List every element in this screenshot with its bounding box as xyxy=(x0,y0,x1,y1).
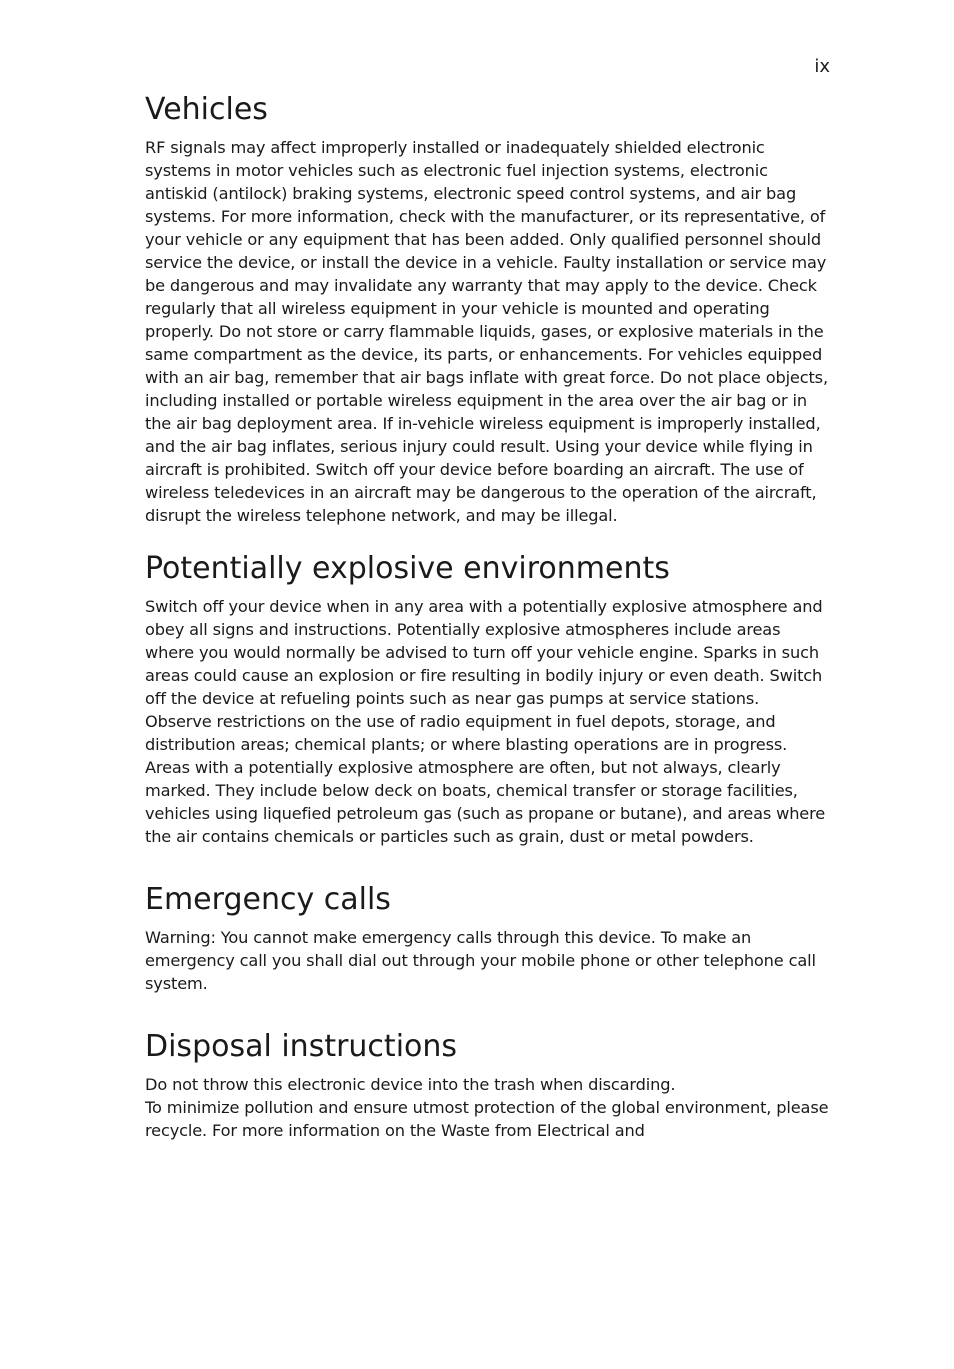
warning-paragraph xyxy=(145,926,829,995)
section-heading: Emergency calls xyxy=(145,882,391,917)
warning-label: Warning: xyxy=(145,928,216,947)
section-paragraph: RF signals may affect improperly installed or inadequately shielded electronic systems in motor vehicles such as electronic fuel injection systems, electronic antiskid (antilock) braking systems, electronic speed control systems, and air bag systems. For more information, check with the manufacturer, or its representative, of your vehicle or any equipment that has been added. Only qualified personnel should service the device, or install the device in a vehicle. Faulty installation or service may be dangerous and may invalidate any warranty that may apply to the device. Check regularly that all wireless equipment in your vehicle is mounted and operating properly. Do not store or carry flammable liquids, gases, or explosive materials in the same compartment as the device, its parts, or enhancements. For vehicles equipped with an air bag, remember that air bags inflate with great force. Do not place objects, including installed or portable wireless equipment in the area over the air bag or in the air bag deployment area. If in-vehicle wireless equipment is improperly installed, and the air bag inflates, serious injury could result. Using your device while flying in aircraft is prohibited. Switch off your device before boarding an aircraft. The use of wireless teledevices in an aircraft may be dangerous to the operation of the aircraft, disrupt the wireless telephone network, and may be illegal. xyxy=(145,138,828,525)
section-disposal-instructions xyxy=(145,1027,829,1142)
section-paragraph: To minimize pollution and ensure utmost protection of the global environment, please recycle. For more information on the Waste from Electrical and xyxy=(145,1098,829,1140)
section-heading: Vehicles xyxy=(145,92,268,127)
section-potentially-explosive-environments xyxy=(145,549,829,848)
section-heading: Potentially explosive environments xyxy=(145,551,670,586)
section-heading: Disposal instructions xyxy=(145,1029,458,1064)
section-paragraph: Switch off your device when in any area with a potentially explosive atmosphere and obey all signs and instructions. Potentially explosive atmospheres include areas where you would normally be advised to turn off your vehicle engine. Sparks in such areas could cause an explosion or fire resulting in bodily injury or even death. Switch off the device at refueling points such as near gas pumps at service stations. Observe restrictions on the use of radio equipment in fuel depots, storage, and distribution areas; chemical plants; or where blasting operations are in progress. Areas with a potentially explosive atmosphere are often, but not always, clearly marked. They include below deck on boats, chemical transfer or storage facilities, vehicles using liquefied petroleum gas (such as propane or butane), and areas where the air contains chemicals or particles such as grain, dust or metal powders. xyxy=(145,597,826,846)
section-emergency-calls xyxy=(145,880,829,995)
page-number: ix xyxy=(814,56,830,77)
section-paragraph: Do not throw this electronic device into the trash when discarding. xyxy=(145,1075,676,1094)
page-content xyxy=(145,90,829,1164)
section-vehicles xyxy=(145,90,829,527)
warning-text: You cannot make emergency calls through this device. To make an emergency call you shall dial out through your mobile phone or other telephone call system. xyxy=(145,928,816,993)
